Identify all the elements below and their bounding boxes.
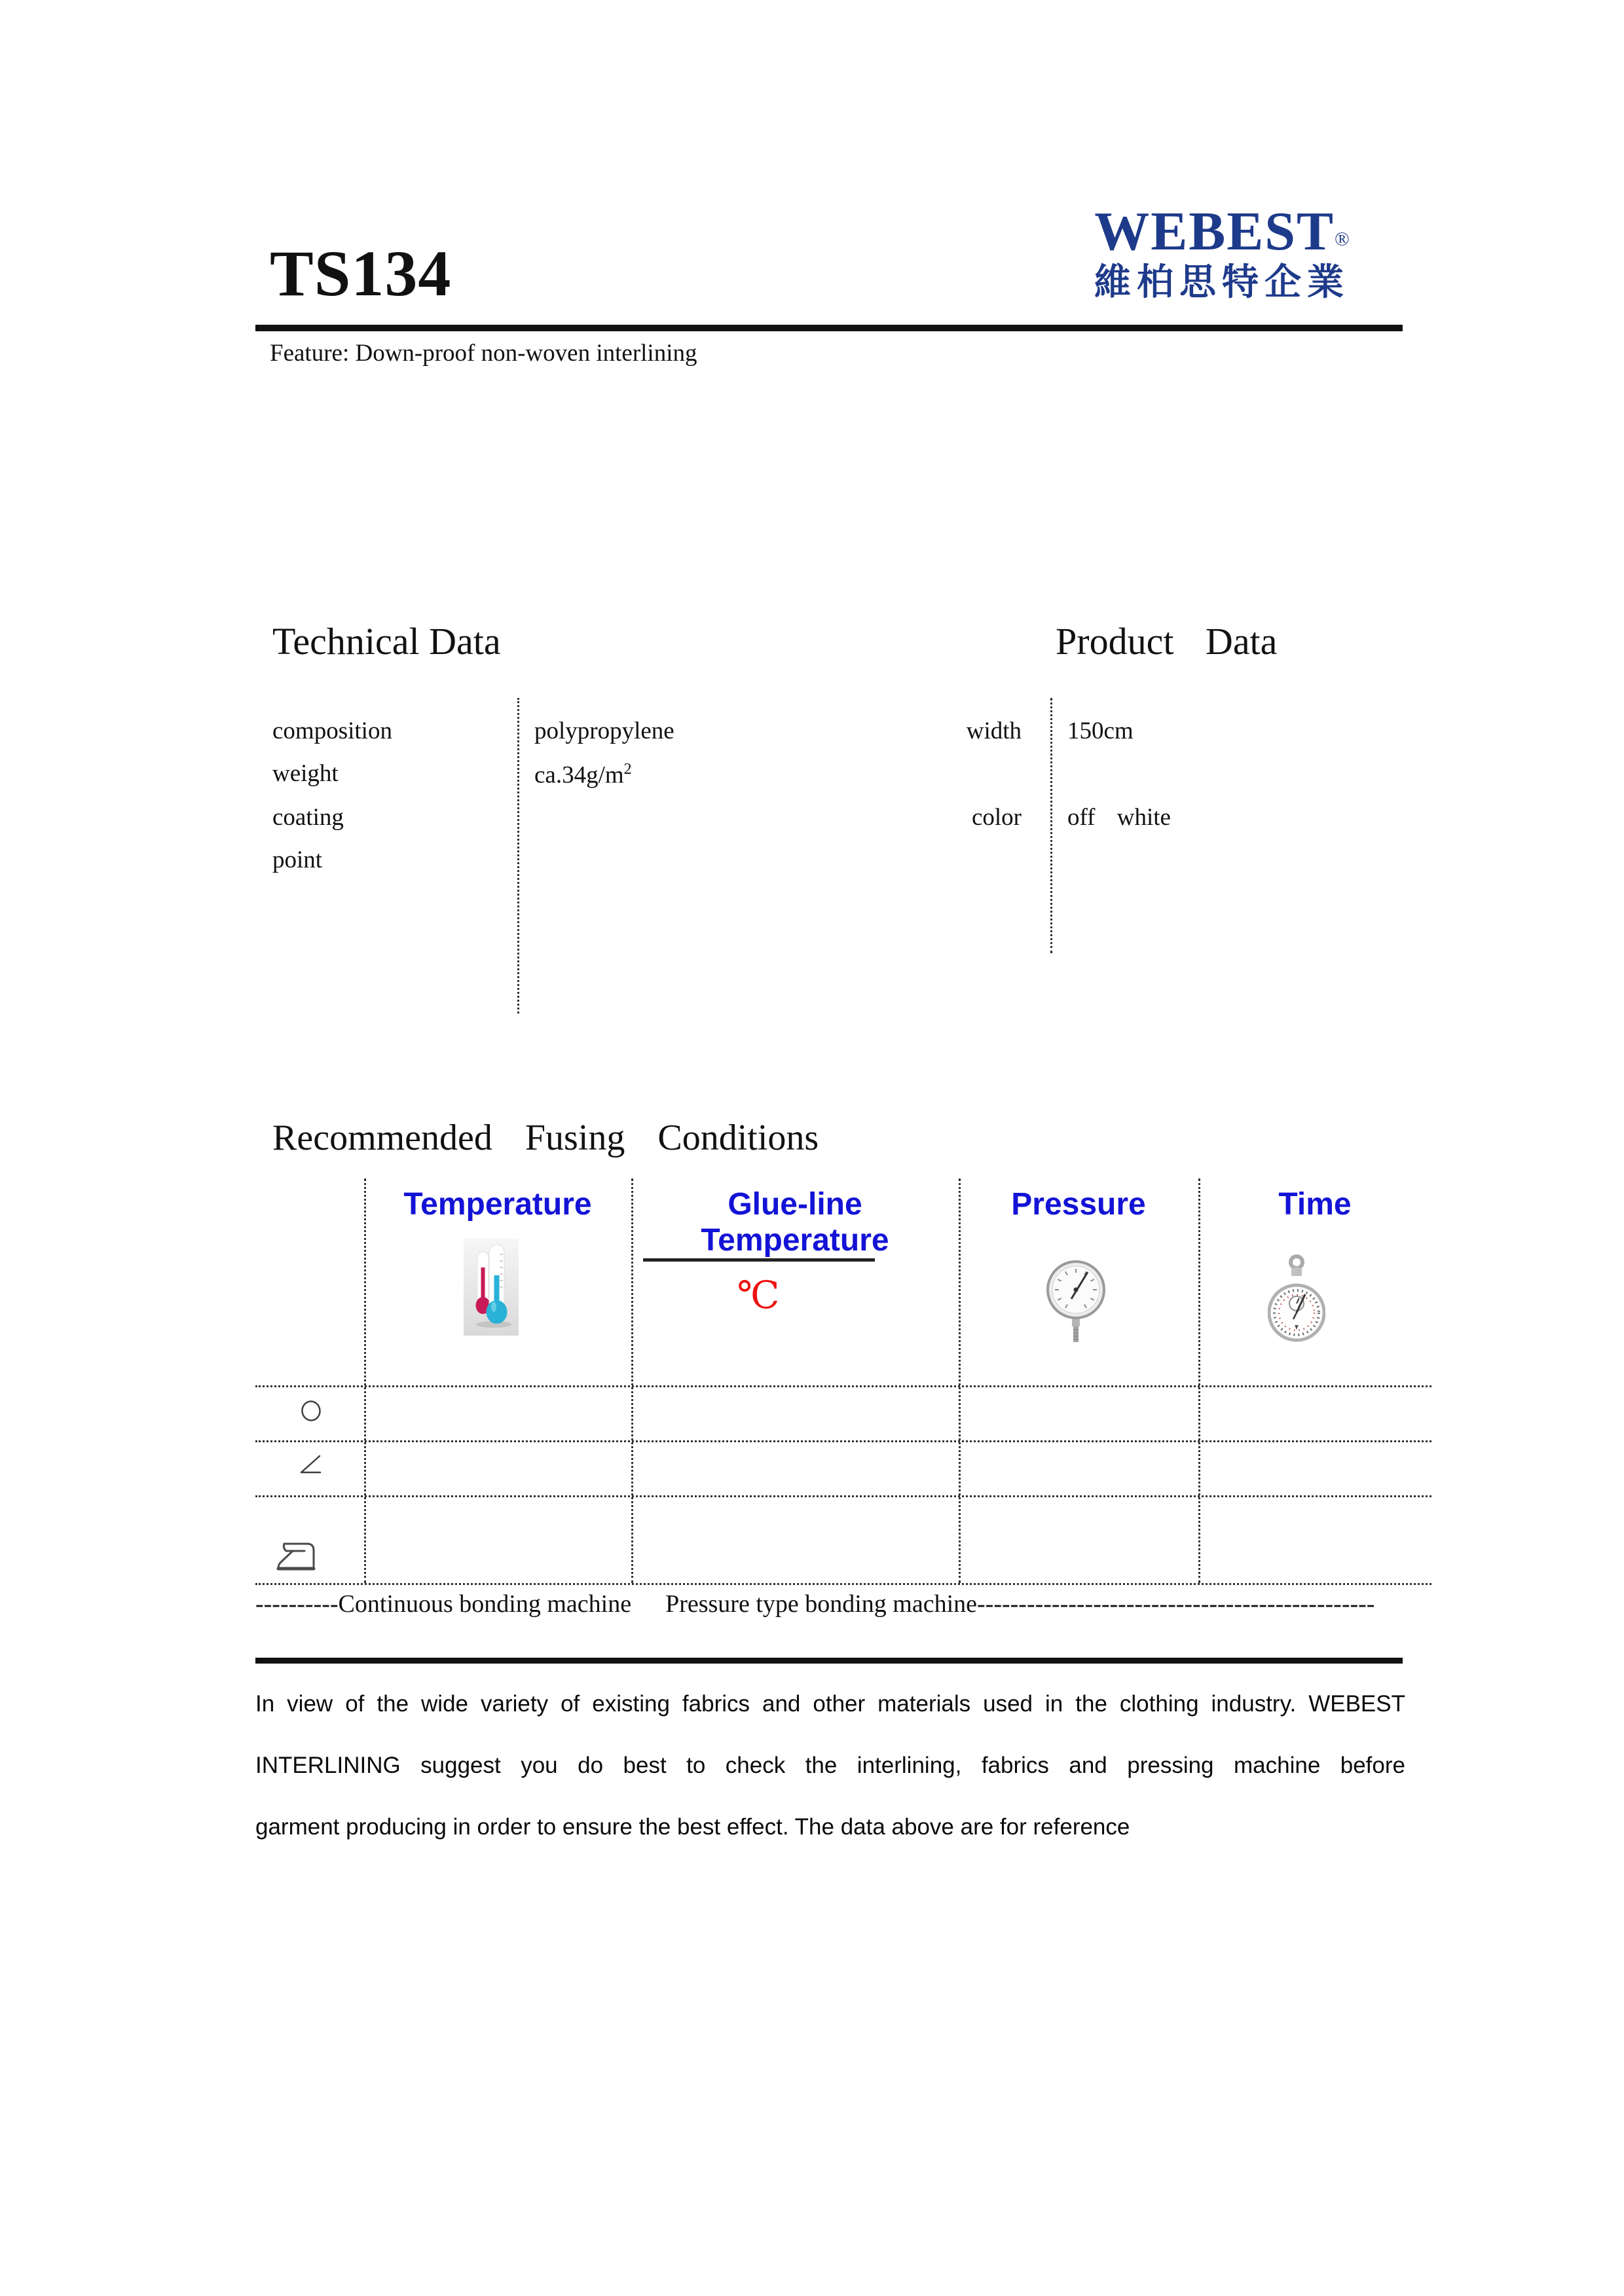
stopwatch-icon bbox=[1268, 1254, 1325, 1355]
tech-label-point: point bbox=[272, 847, 323, 873]
table-row-line-3 bbox=[255, 1495, 1431, 1497]
product-label-width: width bbox=[966, 718, 1022, 744]
product-data-title: Product Data bbox=[1056, 620, 1278, 663]
angle-symbol-icon bbox=[299, 1453, 322, 1476]
product-data-divider bbox=[1050, 698, 1052, 953]
tech-label-composition: composition bbox=[272, 718, 392, 744]
table-row-line-4 bbox=[255, 1583, 1431, 1585]
feature-line: Feature: Down-proof non-woven interlining bbox=[270, 340, 697, 367]
technical-data-divider bbox=[517, 698, 519, 1013]
tech-value-composition: polypropylene bbox=[534, 718, 674, 744]
registered-trademark-icon: ® bbox=[1335, 228, 1350, 250]
weight-value-exponent: 2 bbox=[623, 761, 632, 778]
footnote-lead-dashes: ---------- bbox=[255, 1590, 339, 1618]
disclaimer-line-2: INTERLINING suggest you do best to check the interlining, fabrics and pressing machine before bbox=[255, 1753, 1405, 1778]
column-header-glue-line-temperature: Glue-line Temperature bbox=[701, 1187, 889, 1258]
disclaimer-paragraph bbox=[255, 1673, 1405, 1858]
footnote-continuous-machine: Continuous bonding machine bbox=[338, 1590, 632, 1618]
thermometer-icon bbox=[464, 1239, 519, 1336]
fusing-conditions-title: Recommended Fusing Conditions bbox=[272, 1118, 819, 1158]
technical-data-title: Technical Data bbox=[272, 620, 501, 663]
product-label-color: color bbox=[971, 804, 1022, 831]
tech-label-weight: weight bbox=[272, 760, 339, 787]
table-column-line-1 bbox=[364, 1178, 366, 1583]
tech-value-weight bbox=[534, 761, 632, 787]
footnote-pressure-machine: Pressure type bonding machine bbox=[665, 1590, 978, 1618]
product-code-title: TS134 bbox=[270, 237, 452, 310]
table-column-line-3 bbox=[959, 1178, 961, 1583]
iron-icon bbox=[275, 1537, 320, 1575]
logo-chinese-name: 維柏思特企業 bbox=[1094, 261, 1350, 302]
tech-label-coating: coating bbox=[272, 804, 344, 831]
disclaimer-line-3: garment producing in order to ensure the best effect. The data above are for reference bbox=[255, 1814, 1130, 1840]
weight-value-base: ca.34g/m bbox=[534, 761, 624, 789]
footnote-trail-dashes: ------------------------------------------------ bbox=[977, 1590, 1375, 1618]
disclaimer-line-1: In view of the wide variety of existing fabrics and other materials used in the clothing industry. WEBEST bbox=[255, 1691, 1405, 1717]
glue-line-blank-underline bbox=[643, 1258, 875, 1262]
logo-brand-row bbox=[1079, 201, 1365, 262]
table-row-line-2 bbox=[255, 1440, 1431, 1442]
column-header-time: Time bbox=[1278, 1187, 1352, 1222]
celsius-unit-label: ℃ bbox=[737, 1274, 780, 1317]
product-value-width: 150cm bbox=[1067, 718, 1134, 744]
logo-brand-text: WEBEST bbox=[1094, 201, 1335, 262]
company-logo bbox=[1079, 201, 1365, 302]
table-row-line-1 bbox=[255, 1385, 1431, 1387]
pressure-gauge-icon bbox=[1046, 1252, 1105, 1360]
bonding-machine-footnote bbox=[255, 1590, 1375, 1618]
disclaimer-divider-rule bbox=[255, 1658, 1403, 1664]
product-value-color: off white bbox=[1067, 804, 1171, 831]
circle-symbol-icon bbox=[300, 1400, 322, 1423]
column-header-pressure: Pressure bbox=[1011, 1187, 1146, 1222]
column-header-temperature: Temperature bbox=[403, 1187, 592, 1222]
table-column-line-4 bbox=[1198, 1178, 1200, 1583]
title-divider-rule bbox=[255, 325, 1403, 331]
